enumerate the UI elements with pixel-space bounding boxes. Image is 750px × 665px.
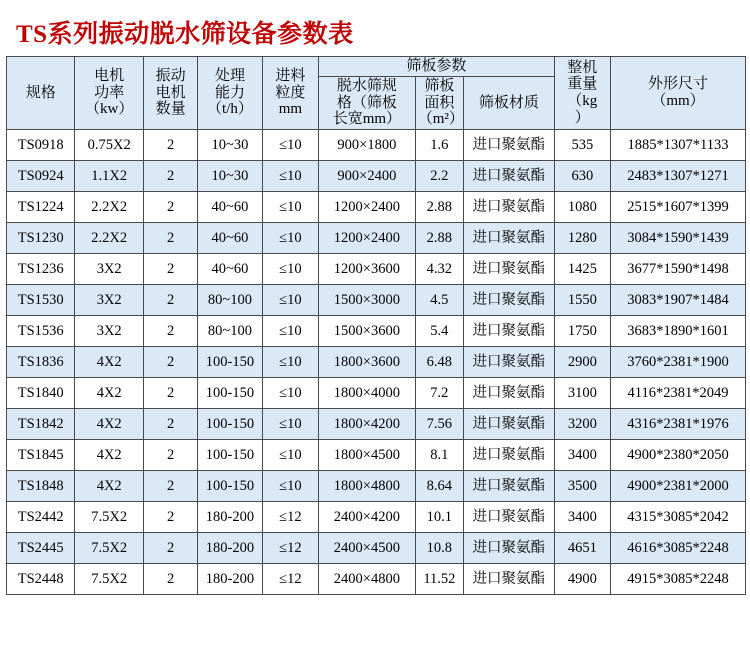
- cell-feed-size: ≤12: [262, 564, 318, 595]
- cell-motor-power: 4X2: [75, 347, 143, 378]
- table-row: [7, 130, 746, 161]
- table-row: [7, 440, 746, 471]
- cell-dimensions: 2483*1307*1271: [611, 161, 746, 192]
- cell-feed-size: ≤10: [262, 161, 318, 192]
- cell-screen-area: 2.2: [415, 161, 463, 192]
- cell-screen-size: 900×2400: [319, 161, 416, 192]
- cell-capacity: 180-200: [198, 564, 262, 595]
- cell-motor-count: 2: [143, 223, 197, 254]
- cell-spec: TS0918: [7, 130, 75, 161]
- cell-weight: 1280: [554, 223, 610, 254]
- cell-feed-size: ≤10: [262, 192, 318, 223]
- table-body: [7, 130, 746, 595]
- cell-screen-size: 2400×4200: [319, 502, 416, 533]
- cell-dimensions: 4315*3085*2042: [611, 502, 746, 533]
- table-row: [7, 223, 746, 254]
- cell-spec: TS2442: [7, 502, 75, 533]
- cell-capacity: 10~30: [198, 161, 262, 192]
- cell-screen-area: 8.64: [415, 471, 463, 502]
- cell-weight: 4900: [554, 564, 610, 595]
- cell-spec: TS1845: [7, 440, 75, 471]
- cell-weight: 535: [554, 130, 610, 161]
- cell-spec: TS2445: [7, 533, 75, 564]
- cell-dimensions: 4316*2381*1976: [611, 409, 746, 440]
- cell-weight: 1080: [554, 192, 610, 223]
- cell-motor-power: 3X2: [75, 316, 143, 347]
- cell-screen-material: 进口聚氨酯: [464, 471, 555, 502]
- cell-capacity: 100-150: [198, 409, 262, 440]
- cell-motor-power: 4X2: [75, 409, 143, 440]
- cell-screen-material: 进口聚氨酯: [464, 161, 555, 192]
- cell-motor-power: 2.2X2: [75, 192, 143, 223]
- cell-feed-size: ≤12: [262, 502, 318, 533]
- cell-motor-count: 2: [143, 533, 197, 564]
- cell-weight: 3100: [554, 378, 610, 409]
- cell-screen-area: 8.1: [415, 440, 463, 471]
- cell-dimensions: 4900*2380*2050: [611, 440, 746, 471]
- cell-screen-area: 6.48: [415, 347, 463, 378]
- cell-weight: 3500: [554, 471, 610, 502]
- cell-screen-material: 进口聚氨酯: [464, 502, 555, 533]
- cell-screen-area: 7.2: [415, 378, 463, 409]
- cell-screen-area: 7.56: [415, 409, 463, 440]
- cell-motor-power: 0.75X2: [75, 130, 143, 161]
- cell-screen-material: 进口聚氨酯: [464, 192, 555, 223]
- cell-feed-size: ≤10: [262, 378, 318, 409]
- header-screen-area: 筛板 面积 （m²）: [415, 76, 463, 129]
- cell-feed-size: ≤10: [262, 409, 318, 440]
- table-row: [7, 161, 746, 192]
- cell-screen-material: 进口聚氨酯: [464, 130, 555, 161]
- cell-screen-size: 1500×3600: [319, 316, 416, 347]
- page-title: TS系列振动脱水筛设备参数表: [16, 21, 354, 48]
- cell-spec: TS1536: [7, 316, 75, 347]
- cell-dimensions: 4116*2381*2049: [611, 378, 746, 409]
- cell-weight: 3400: [554, 502, 610, 533]
- cell-screen-size: 1200×3600: [319, 254, 416, 285]
- cell-feed-size: ≤10: [262, 471, 318, 502]
- cell-motor-count: 2: [143, 502, 197, 533]
- cell-screen-size: 1200×2400: [319, 192, 416, 223]
- cell-capacity: 80~100: [198, 316, 262, 347]
- table-row: [7, 471, 746, 502]
- cell-screen-material: 进口聚氨酯: [464, 409, 555, 440]
- cell-screen-material: 进口聚氨酯: [464, 378, 555, 409]
- cell-screen-size: 2400×4500: [319, 533, 416, 564]
- cell-motor-count: 2: [143, 378, 197, 409]
- cell-screen-material: 进口聚氨酯: [464, 533, 555, 564]
- cell-motor-count: 2: [143, 440, 197, 471]
- header-row-group: [7, 57, 746, 77]
- cell-weight: 630: [554, 161, 610, 192]
- table-row: [7, 533, 746, 564]
- cell-dimensions: 3760*2381*1900: [611, 347, 746, 378]
- cell-motor-count: 2: [143, 130, 197, 161]
- cell-motor-count: 2: [143, 409, 197, 440]
- cell-screen-material: 进口聚氨酯: [464, 440, 555, 471]
- cell-dimensions: 1885*1307*1133: [611, 130, 746, 161]
- cell-motor-power: 7.5X2: [75, 564, 143, 595]
- cell-spec: TS1848: [7, 471, 75, 502]
- table-row: [7, 409, 746, 440]
- cell-spec: TS0924: [7, 161, 75, 192]
- cell-weight: 4651: [554, 533, 610, 564]
- header-weight: 整机 重量 （kg ）: [554, 57, 610, 130]
- cell-motor-count: 2: [143, 564, 197, 595]
- cell-dimensions: 3083*1907*1484: [611, 285, 746, 316]
- table-row: [7, 564, 746, 595]
- cell-motor-count: 2: [143, 161, 197, 192]
- header-motor-power: 电机 功率 （kw）: [75, 57, 143, 130]
- cell-weight: 2900: [554, 347, 610, 378]
- cell-feed-size: ≤10: [262, 130, 318, 161]
- cell-capacity: 180-200: [198, 533, 262, 564]
- cell-screen-material: 进口聚氨酯: [464, 564, 555, 595]
- cell-weight: 3400: [554, 440, 610, 471]
- cell-capacity: 100-150: [198, 440, 262, 471]
- cell-screen-size: 1500×3000: [319, 285, 416, 316]
- header-spec: 规格: [7, 57, 75, 130]
- cell-motor-count: 2: [143, 192, 197, 223]
- cell-dimensions: 4900*2381*2000: [611, 471, 746, 502]
- cell-screen-area: 5.4: [415, 316, 463, 347]
- header-screen-size: 脱水筛规 格（筛板 长宽mm）: [319, 76, 416, 129]
- cell-screen-material: 进口聚氨酯: [464, 316, 555, 347]
- cell-dimensions: 3084*1590*1439: [611, 223, 746, 254]
- cell-motor-power: 7.5X2: [75, 533, 143, 564]
- header-dimensions: 外形尺寸 （mm）: [611, 57, 746, 130]
- table-row: [7, 254, 746, 285]
- cell-screen-size: 2400×4800: [319, 564, 416, 595]
- table-row: [7, 285, 746, 316]
- cell-screen-size: 1800×4200: [319, 409, 416, 440]
- cell-screen-area: 4.32: [415, 254, 463, 285]
- cell-dimensions: 4915*3085*2248: [611, 564, 746, 595]
- cell-spec: TS1230: [7, 223, 75, 254]
- cell-motor-power: 7.5X2: [75, 502, 143, 533]
- cell-spec: TS1840: [7, 378, 75, 409]
- cell-screen-size: 1800×3600: [319, 347, 416, 378]
- cell-spec: TS2448: [7, 564, 75, 595]
- cell-screen-size: 1800×4800: [319, 471, 416, 502]
- cell-capacity: 40~60: [198, 254, 262, 285]
- cell-dimensions: 4616*3085*2248: [611, 533, 746, 564]
- cell-feed-size: ≤10: [262, 316, 318, 347]
- cell-capacity: 180-200: [198, 502, 262, 533]
- cell-motor-count: 2: [143, 285, 197, 316]
- cell-feed-size: ≤10: [262, 347, 318, 378]
- cell-spec: TS1236: [7, 254, 75, 285]
- cell-capacity: 100-150: [198, 347, 262, 378]
- cell-screen-area: 11.52: [415, 564, 463, 595]
- cell-capacity: 100-150: [198, 378, 262, 409]
- cell-feed-size: ≤10: [262, 440, 318, 471]
- cell-weight: 1750: [554, 316, 610, 347]
- cell-feed-size: ≤12: [262, 533, 318, 564]
- cell-capacity: 10~30: [198, 130, 262, 161]
- cell-dimensions: 3677*1590*1498: [611, 254, 746, 285]
- cell-weight: 3200: [554, 409, 610, 440]
- cell-capacity: 40~60: [198, 192, 262, 223]
- cell-screen-area: 10.1: [415, 502, 463, 533]
- cell-motor-count: 2: [143, 471, 197, 502]
- cell-motor-power: 3X2: [75, 285, 143, 316]
- cell-motor-count: 2: [143, 347, 197, 378]
- table-row: [7, 378, 746, 409]
- cell-screen-material: 进口聚氨酯: [464, 347, 555, 378]
- cell-dimensions: 3683*1890*1601: [611, 316, 746, 347]
- cell-screen-material: 进口聚氨酯: [464, 285, 555, 316]
- cell-capacity: 100-150: [198, 471, 262, 502]
- cell-motor-power: 4X2: [75, 440, 143, 471]
- cell-motor-power: 4X2: [75, 471, 143, 502]
- table-header: [7, 57, 746, 130]
- cell-capacity: 80~100: [198, 285, 262, 316]
- cell-screen-size: 1200×2400: [319, 223, 416, 254]
- specification-table: [6, 56, 746, 595]
- cell-motor-power: 4X2: [75, 378, 143, 409]
- cell-motor-power: 2.2X2: [75, 223, 143, 254]
- cell-screen-material: 进口聚氨酯: [464, 254, 555, 285]
- cell-feed-size: ≤10: [262, 223, 318, 254]
- cell-feed-size: ≤10: [262, 254, 318, 285]
- cell-screen-area: 2.88: [415, 192, 463, 223]
- header-capacity: 处理 能力 （t/h）: [198, 57, 262, 130]
- cell-spec: TS1224: [7, 192, 75, 223]
- cell-screen-area: 4.5: [415, 285, 463, 316]
- header-screen-group: 筛板参数: [319, 57, 555, 77]
- cell-spec: TS1530: [7, 285, 75, 316]
- cell-capacity: 40~60: [198, 223, 262, 254]
- cell-feed-size: ≤10: [262, 285, 318, 316]
- cell-motor-count: 2: [143, 316, 197, 347]
- cell-screen-area: 10.8: [415, 533, 463, 564]
- cell-motor-power: 3X2: [75, 254, 143, 285]
- cell-spec: TS1842: [7, 409, 75, 440]
- table-row: [7, 192, 746, 223]
- cell-motor-power: 1.1X2: [75, 161, 143, 192]
- cell-screen-material: 进口聚氨酯: [464, 223, 555, 254]
- cell-screen-size: 900×1800: [319, 130, 416, 161]
- cell-spec: TS1836: [7, 347, 75, 378]
- cell-screen-area: 2.88: [415, 223, 463, 254]
- header-feed-size: 进料 粒度 mm: [262, 57, 318, 130]
- cell-motor-count: 2: [143, 254, 197, 285]
- cell-weight: 1550: [554, 285, 610, 316]
- cell-screen-size: 1800×4500: [319, 440, 416, 471]
- cell-dimensions: 2515*1607*1399: [611, 192, 746, 223]
- cell-screen-area: 1.6: [415, 130, 463, 161]
- table-row: [7, 347, 746, 378]
- cell-weight: 1425: [554, 254, 610, 285]
- cell-screen-size: 1800×4000: [319, 378, 416, 409]
- table-row: [7, 316, 746, 347]
- header-screen-material: 筛板材质: [464, 76, 555, 129]
- table-row: [7, 502, 746, 533]
- header-motor-count: 振动 电机 数量: [143, 57, 197, 130]
